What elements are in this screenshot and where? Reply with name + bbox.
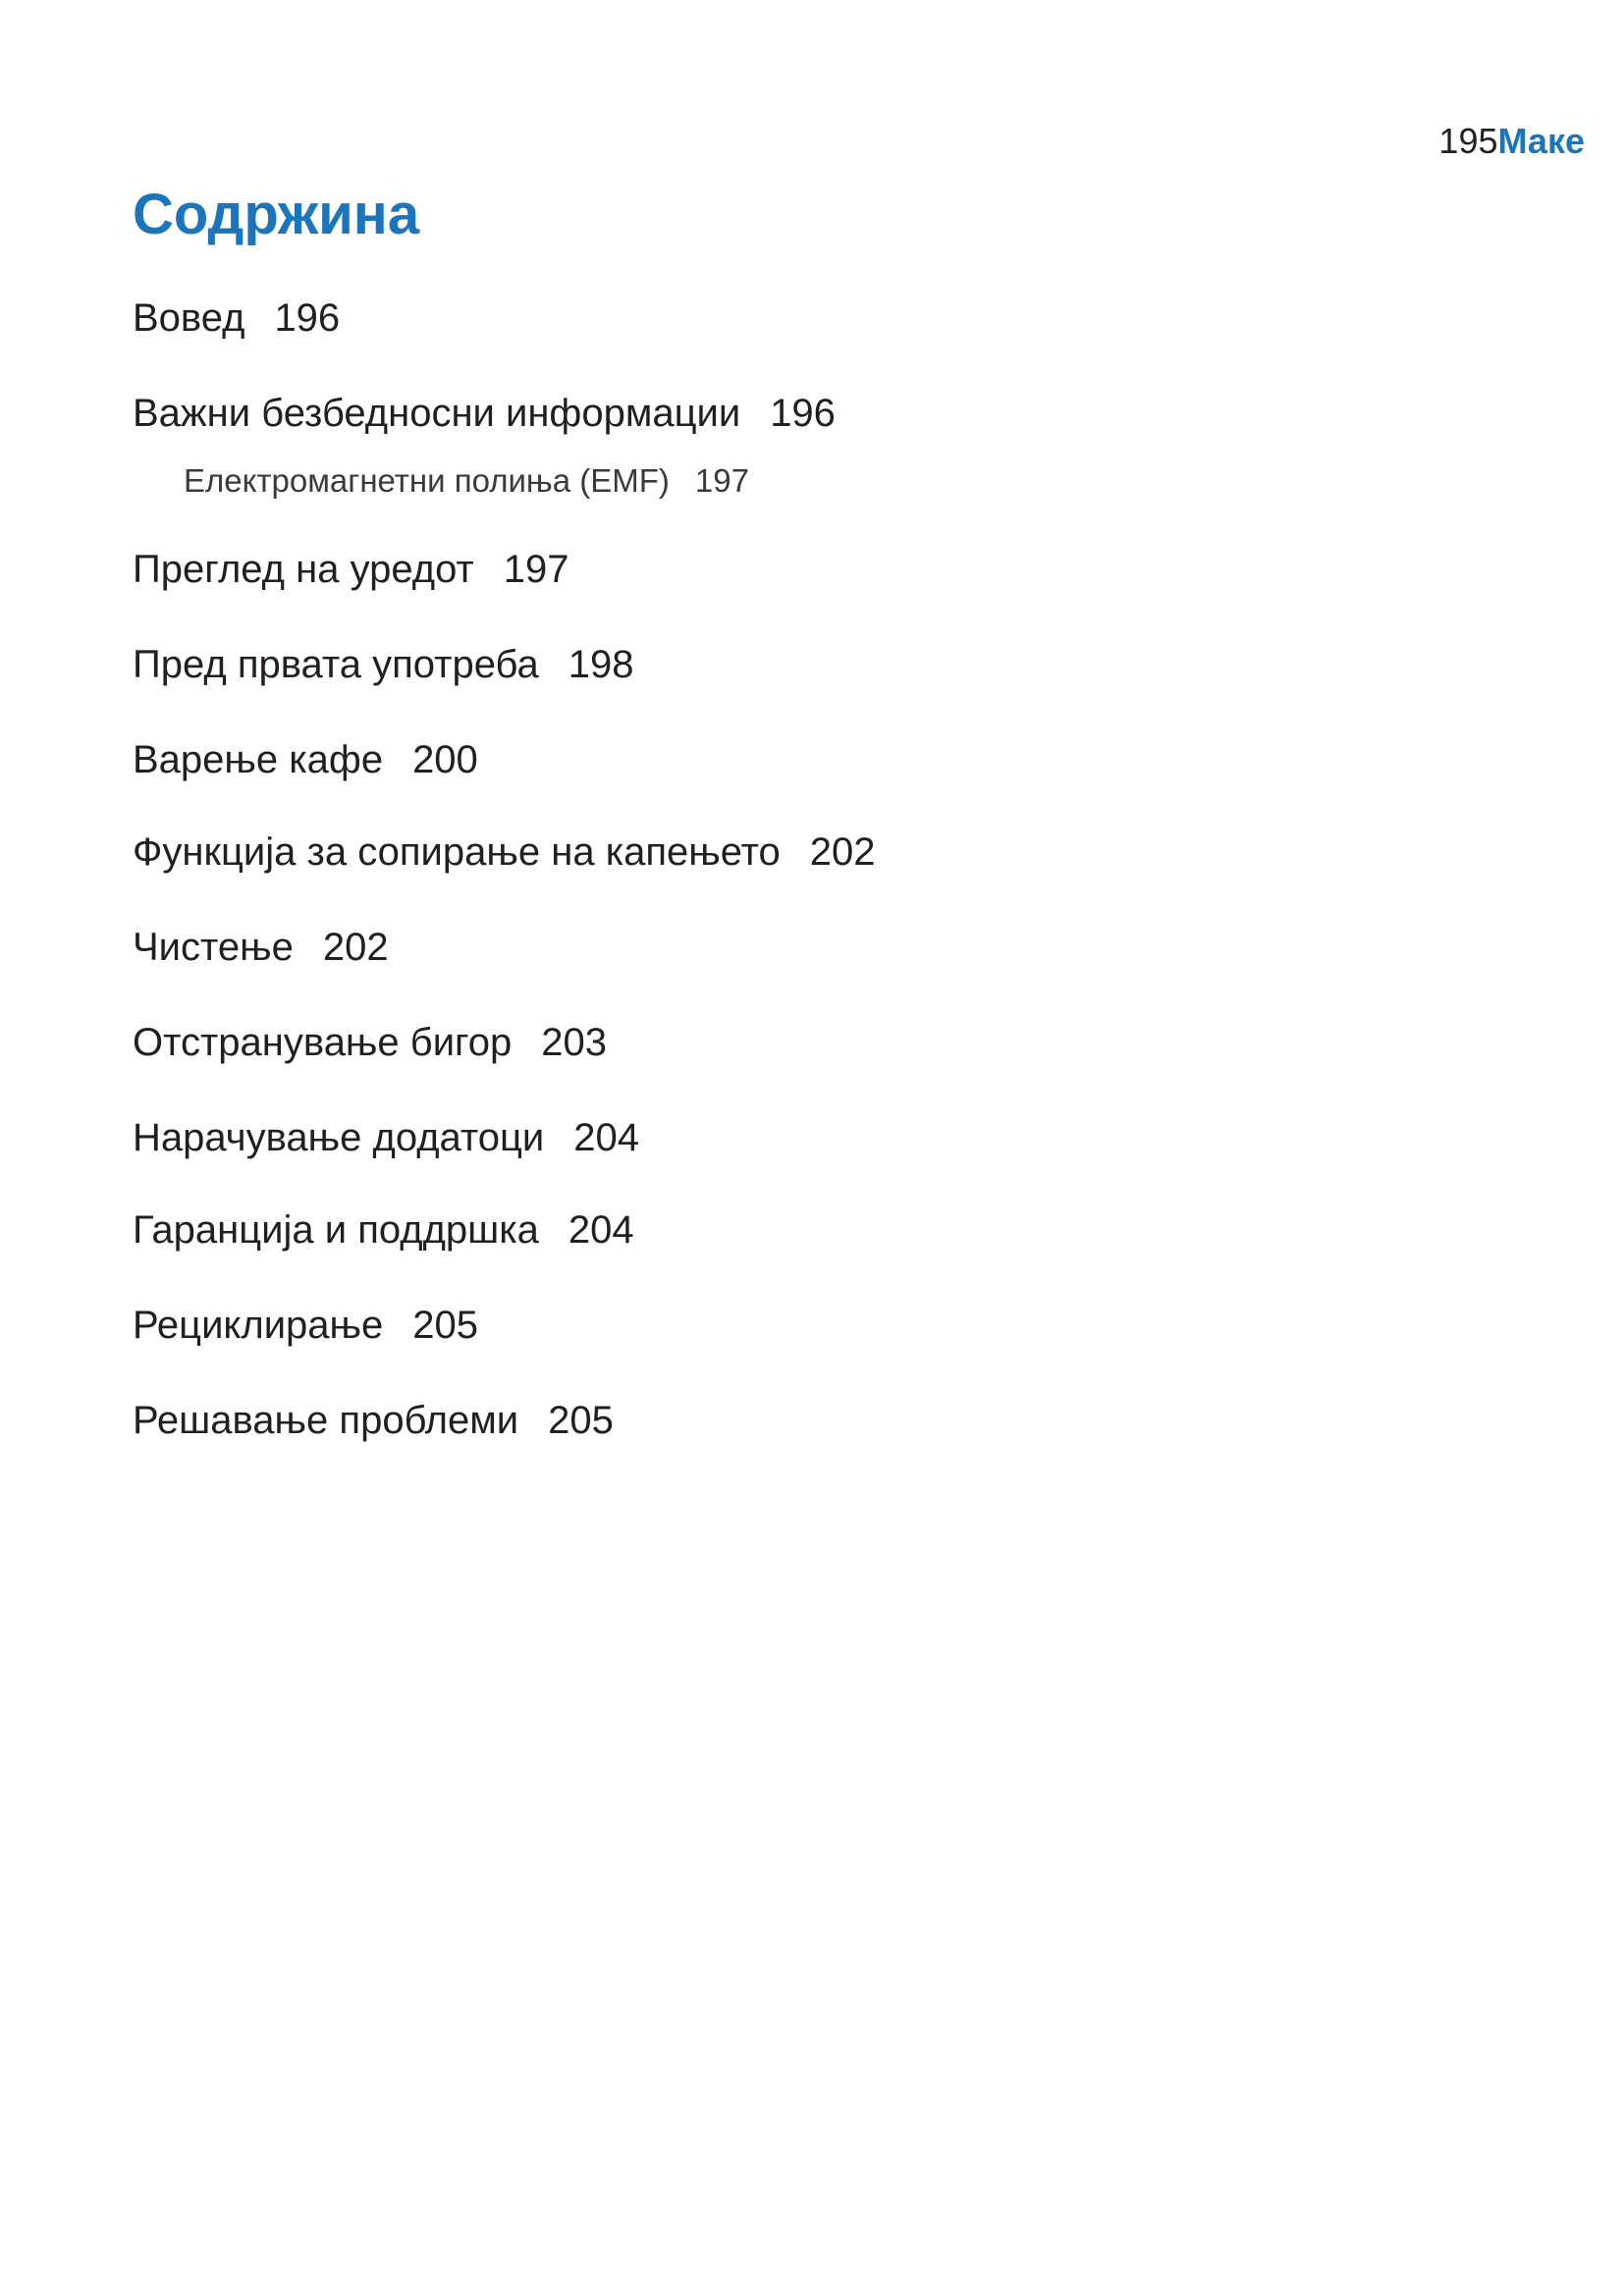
toc-entry-label: Чистење — [133, 926, 294, 969]
toc-entry-page: 197 — [694, 462, 749, 499]
toc-entry-safety-information[interactable] — [133, 390, 836, 437]
toc-entry-descaling[interactable] — [133, 1019, 607, 1066]
toc-entry-label: Вовед — [133, 296, 245, 340]
toc-entry-page: 203 — [541, 1021, 607, 1064]
toc-entry-page: 202 — [322, 926, 389, 969]
toc-entry-product-overview[interactable] — [133, 546, 569, 593]
language-tab: Маке — [1497, 121, 1585, 161]
toc-entry-label: Варење кафе — [133, 738, 384, 781]
toc-entry-before-first-use[interactable] — [133, 641, 634, 688]
toc-entry-page: 196 — [274, 296, 341, 340]
toc-subentry-emf[interactable] — [184, 461, 749, 501]
toc-entry-ordering-accessories[interactable] — [133, 1114, 639, 1161]
toc-entry-guarantee-support[interactable] — [133, 1206, 634, 1254]
toc-entry-page: 196 — [770, 392, 836, 435]
toc-entry-label: Преглед на уредот — [133, 548, 474, 591]
toc-entry-page: 200 — [412, 738, 478, 781]
toc-entry-page: 204 — [568, 1208, 634, 1252]
toc-entry-cleaning[interactable] — [133, 924, 389, 971]
page-title: Содржина — [133, 183, 420, 246]
toc-entry-brewing-coffee[interactable] — [133, 736, 478, 783]
page-number: 195 — [1438, 121, 1498, 161]
toc-entry-page: 197 — [503, 548, 569, 591]
toc-entry-recycling[interactable] — [133, 1302, 478, 1349]
toc-entry-page: 205 — [548, 1399, 614, 1442]
toc-entry-label: Функција за сопирање на капењето — [133, 830, 781, 874]
toc-entry-label: Гаранција и поддршка — [133, 1208, 539, 1252]
toc-entry-page: 205 — [412, 1304, 479, 1347]
toc-entry-label: Решавање проблеми — [133, 1399, 519, 1442]
toc-entry-label: Отстранување бигор — [133, 1021, 513, 1064]
toc-entry-introduction[interactable] — [133, 294, 340, 342]
page-header — [1438, 120, 1585, 163]
toc-entry-label: Електромагнетни полиња (EMF) — [184, 462, 670, 499]
toc-entry-label: Рециклирање — [133, 1304, 384, 1347]
toc-entry-label: Нарачување додатоци — [133, 1116, 545, 1159]
toc-entry-drip-stop[interactable] — [133, 828, 876, 876]
toc-entry-troubleshooting[interactable] — [133, 1397, 614, 1444]
toc-entry-page: 198 — [568, 643, 634, 686]
toc-entry-label: Важни безбедносни информации — [133, 392, 741, 435]
toc-entry-label: Пред првата употреба — [133, 643, 539, 686]
toc-entry-page: 202 — [809, 830, 876, 874]
toc-entry-page: 204 — [573, 1116, 640, 1159]
